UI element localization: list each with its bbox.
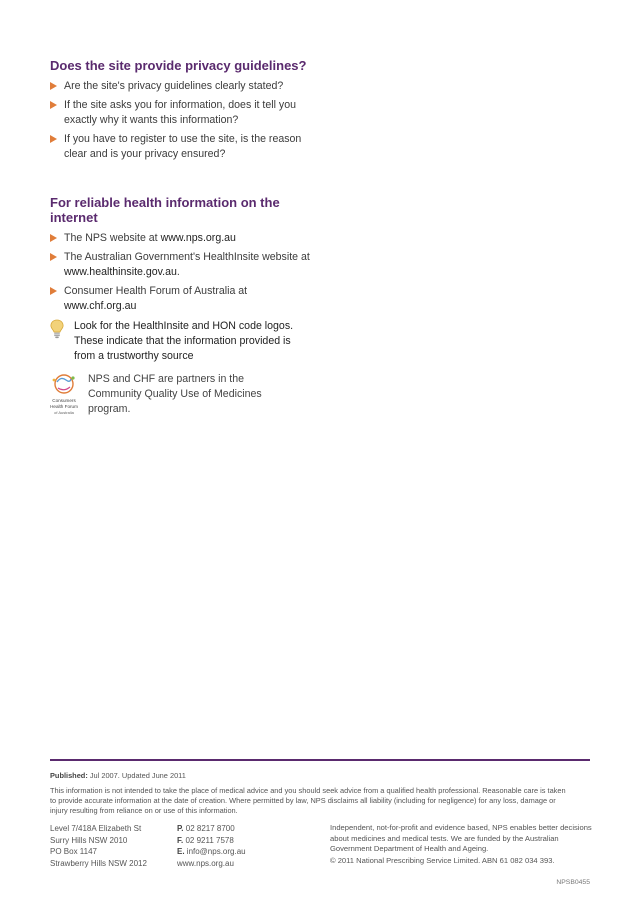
- contact-block: [177, 823, 297, 869]
- tip-text: Look for the HealthInsite and HON code logos. These indicate that the information provided is from a trustworthy source: [74, 320, 294, 362]
- address-line: Strawberry Hills NSW 2012: [50, 858, 147, 868]
- fax-label: F.: [177, 835, 184, 845]
- chf-logo-line-2: Health Forum: [50, 404, 78, 409]
- triangle-bullet-icon: [50, 234, 57, 242]
- address-block: [50, 823, 170, 869]
- phone-value: 02 8217 8700: [183, 824, 235, 833]
- triangle-bullet-icon: [50, 135, 57, 143]
- document-code: NPSB0455: [556, 879, 590, 886]
- list-item: [50, 98, 310, 128]
- email-link[interactable]: info@nps.org.au: [184, 847, 246, 856]
- list-item-text: If you have to register to use the site, is the reason clear and is your privacy ensured?: [64, 133, 302, 160]
- list-item-text: The Australian Government's HealthInsite website at: [64, 251, 310, 263]
- partner-text: NPS and CHF are partners in the Community Quality Use of Medicines program.: [88, 373, 262, 415]
- list-item-text: The NPS website at: [64, 232, 161, 244]
- published-label: Published:: [50, 771, 88, 780]
- chf-logo-line-3: of Australia: [54, 410, 74, 415]
- list-item-suffix: .: [176, 266, 180, 278]
- phone-line: [177, 823, 297, 835]
- list-item-text: Consumer Health Forum of Australia at: [64, 285, 248, 297]
- published-value: Jul 2007. Updated June 2011: [87, 771, 186, 780]
- triangle-bullet-icon: [50, 287, 57, 295]
- triangle-bullet-icon: [50, 101, 57, 109]
- list-item: [50, 79, 310, 94]
- chf-link[interactable]: www.chf.org.au: [64, 300, 137, 312]
- website-link[interactable]: www.nps.org.au: [177, 858, 234, 868]
- privacy-heading: Does the site provide privacy guidelines?: [50, 58, 307, 73]
- phone-label: P.: [177, 824, 184, 833]
- privacy-section: [50, 58, 310, 166]
- list-item: [50, 284, 310, 314]
- address-line: Level 7/418A Elizabeth St: [50, 824, 142, 833]
- fax-line: [177, 835, 297, 847]
- footer-divider: [50, 759, 590, 761]
- list-item: [50, 231, 310, 246]
- address-line: Surry Hills NSW 2010: [50, 835, 128, 845]
- triangle-bullet-icon: [50, 82, 57, 90]
- list-item: [50, 250, 310, 280]
- triangle-bullet-icon: [50, 253, 57, 261]
- published-line: [50, 771, 186, 781]
- reliable-info-list: [50, 231, 310, 314]
- tip-block: [48, 319, 308, 364]
- copyright-text: © 2011 National Prescribing Service Limited. ABN 61 082 034 393.: [330, 856, 555, 865]
- website-line: [177, 858, 297, 870]
- email-line: [177, 846, 297, 858]
- privacy-list: [50, 79, 310, 162]
- about-text: Independent, not-for-profit and evidence based, NPS enables better decisions about medicines and medical tests. We are funded by the Australian Government Department of Health and Ageing.: [330, 823, 592, 853]
- list-item: [50, 132, 310, 162]
- reliable-info-section: [50, 195, 310, 318]
- chf-logo-line-1: Consumers: [52, 398, 76, 403]
- list-item-text: Are the site's privacy guidelines clearly stated?: [64, 80, 284, 92]
- disclaimer-text: This information is not intended to take the place of medical advice and you should seek advice from a qualified health professional. Reasonable care is taken to provide accurate information at the date of creation. Where permitted by law, NPS disclaims all liability (including for negligence) for any loss, damage or injury resulting from reliance on or use of this information.: [50, 786, 566, 815]
- list-item-text: If the site asks you for information, does it tell you exactly why it wants this information?: [64, 99, 296, 126]
- fax-value: 02 9211 7578: [183, 835, 234, 845]
- address-line: PO Box 1147: [50, 847, 97, 856]
- partner-block: [46, 372, 316, 417]
- healthinsite-link[interactable]: www.healthinsite.gov.au: [64, 266, 177, 278]
- email-label: E.: [177, 847, 185, 856]
- nps-link[interactable]: www.nps.org.au: [160, 232, 236, 244]
- reliable-info-heading: For reliable health information on the internet: [50, 195, 280, 225]
